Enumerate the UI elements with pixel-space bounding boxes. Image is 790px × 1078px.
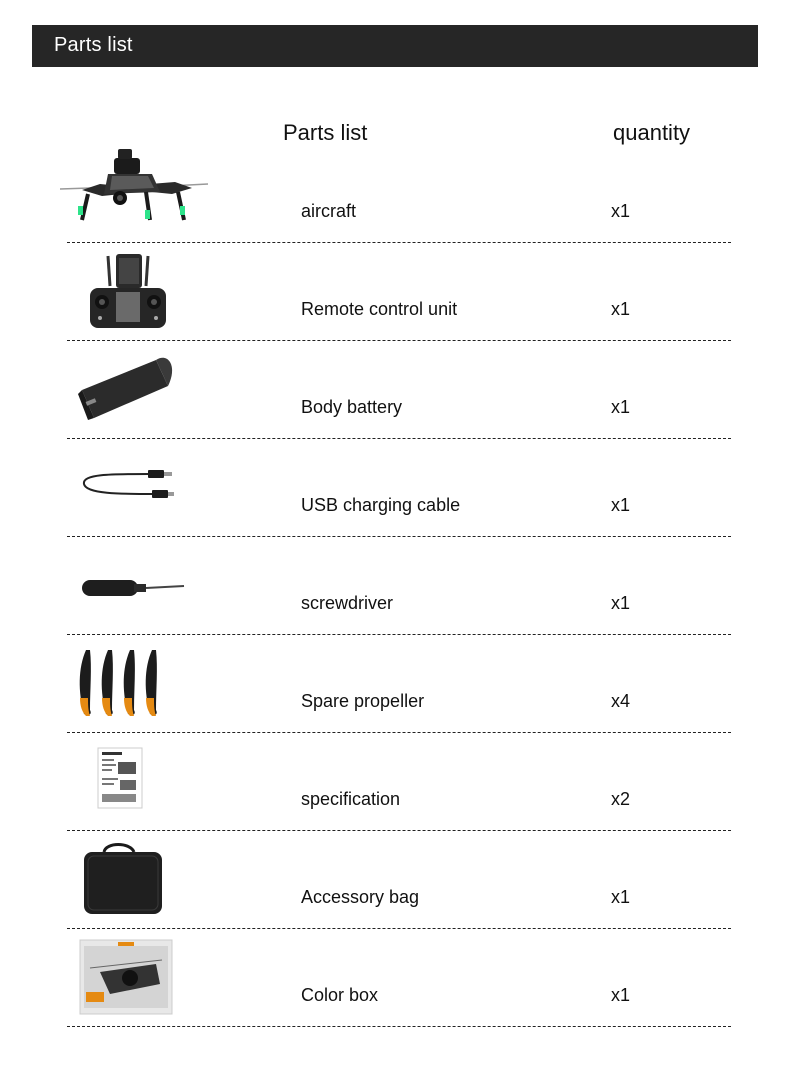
column-header-quantity: quantity <box>613 120 691 145</box>
item-quantity: x1 <box>611 201 631 221</box>
manual-icon <box>60 732 210 820</box>
list-item <box>0 536 790 634</box>
item-quantity: x1 <box>611 397 631 417</box>
item-name: specification <box>301 789 401 809</box>
row-divider <box>67 1026 731 1027</box>
item-name: aircraft <box>301 201 357 221</box>
item-quantity: x4 <box>611 691 631 711</box>
list-item <box>0 928 790 1026</box>
item-name: USB charging cable <box>301 495 461 515</box>
bag-icon <box>60 830 210 918</box>
list-item <box>0 732 790 830</box>
item-name: screwdriver <box>301 593 394 613</box>
item-quantity: x2 <box>611 789 631 809</box>
list-item <box>0 438 790 536</box>
item-name: Color box <box>301 985 379 1005</box>
list-item <box>0 634 790 732</box>
column-header-parts: Parts list <box>283 120 368 145</box>
page-title: Parts list <box>54 34 133 56</box>
remote-controller-icon <box>60 242 210 330</box>
list-item <box>0 242 790 340</box>
item-quantity: x1 <box>611 299 631 319</box>
color-box-icon <box>60 928 210 1016</box>
list-item <box>0 830 790 928</box>
item-quantity: x1 <box>611 495 631 515</box>
item-quantity: x1 <box>611 887 631 907</box>
item-name: Body battery <box>301 397 403 417</box>
propeller-icon <box>60 634 210 722</box>
screwdriver-icon <box>60 536 210 624</box>
item-quantity: x1 <box>611 985 631 1005</box>
battery-icon <box>60 340 210 428</box>
item-name: Remote control unit <box>301 299 458 319</box>
drone-icon <box>60 144 210 232</box>
usb-cable-icon <box>60 438 210 526</box>
item-name: Accessory bag <box>301 887 420 907</box>
header-banner <box>32 25 758 67</box>
list-item <box>0 144 790 242</box>
item-name: Spare propeller <box>301 691 425 711</box>
item-quantity: x1 <box>611 593 631 613</box>
list-item <box>0 340 790 438</box>
